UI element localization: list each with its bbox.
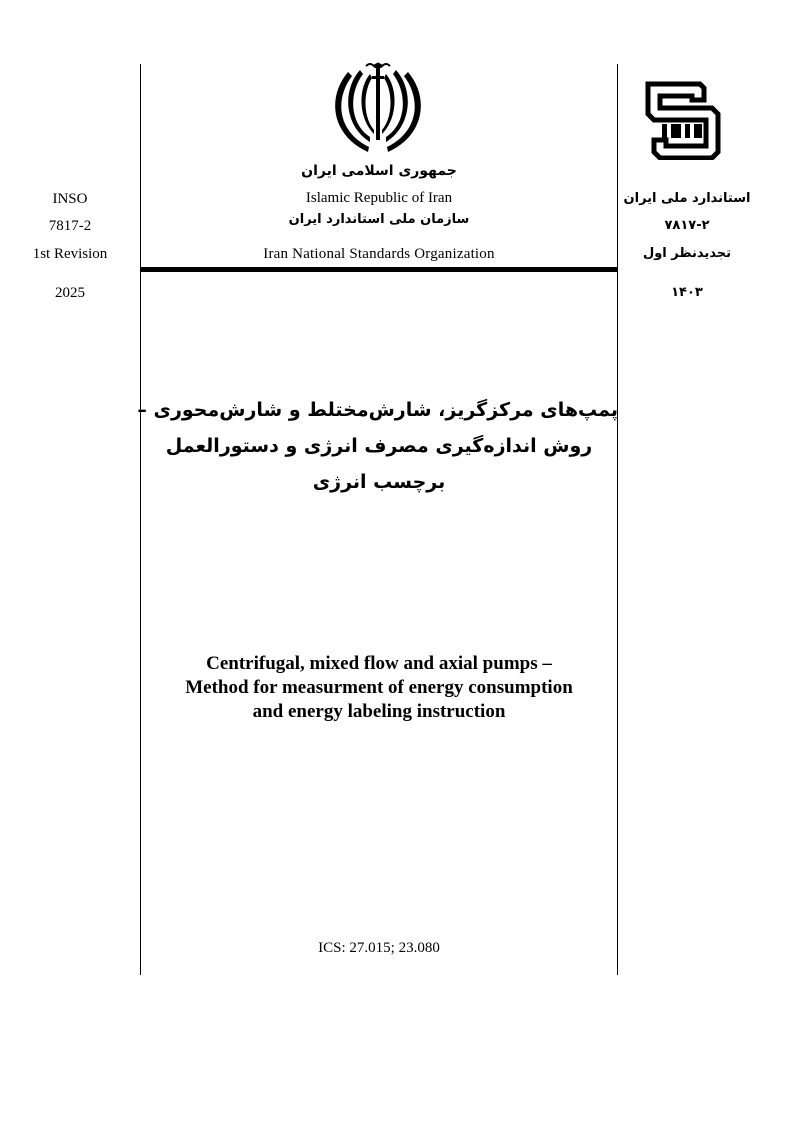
organization-name-en: Iran National Standards Organization — [263, 246, 495, 262]
year-en: 2025 — [55, 285, 85, 301]
revision-fa: تجدیدنظر اول — [642, 246, 732, 261]
document-title-en — [140, 652, 618, 724]
document-title-fa — [137, 392, 618, 500]
year-fa: ۱۴۰۳ — [671, 285, 703, 300]
title-en-line-3: and energy labeling instruction — [252, 701, 506, 722]
isiri-logo-icon — [642, 80, 724, 160]
title-en-line-2: Method for measurment of energy consumption — [185, 677, 573, 698]
standard-number-en: 7817-2 — [48, 218, 92, 234]
standard-number-fa: ۷۸۱۷-۲ — [664, 218, 710, 233]
title-fa-line-3: برچسب انرژی — [312, 471, 446, 493]
iran-emblem-icon — [330, 62, 426, 154]
organization-name-fa: سازمان ملی استاندارد ایران — [288, 212, 470, 227]
title-fa-line-1: پمپ‌های مرکزگریز، شارش‌مختلط و شارش‌محوری – — [137, 399, 618, 421]
revision-en: 1st Revision — [32, 246, 108, 262]
ics-code: ICS: 27.015; 23.080 — [318, 940, 440, 956]
title-en-line-1: Centrifugal, mixed flow and axial pumps – — [206, 653, 552, 674]
country-name-fa: جمهوری اسلامی ایران — [301, 163, 457, 179]
header-rule — [140, 267, 618, 272]
country-name-en: Islamic Republic of Iran — [305, 190, 453, 206]
title-fa-line-2: روش اندازه‌گیری مصرف انرژی و دستورالعمل — [165, 435, 593, 457]
standard-code-fa: استاندارد ملی ایران — [623, 191, 751, 206]
standard-code-en: INSO — [52, 191, 88, 207]
